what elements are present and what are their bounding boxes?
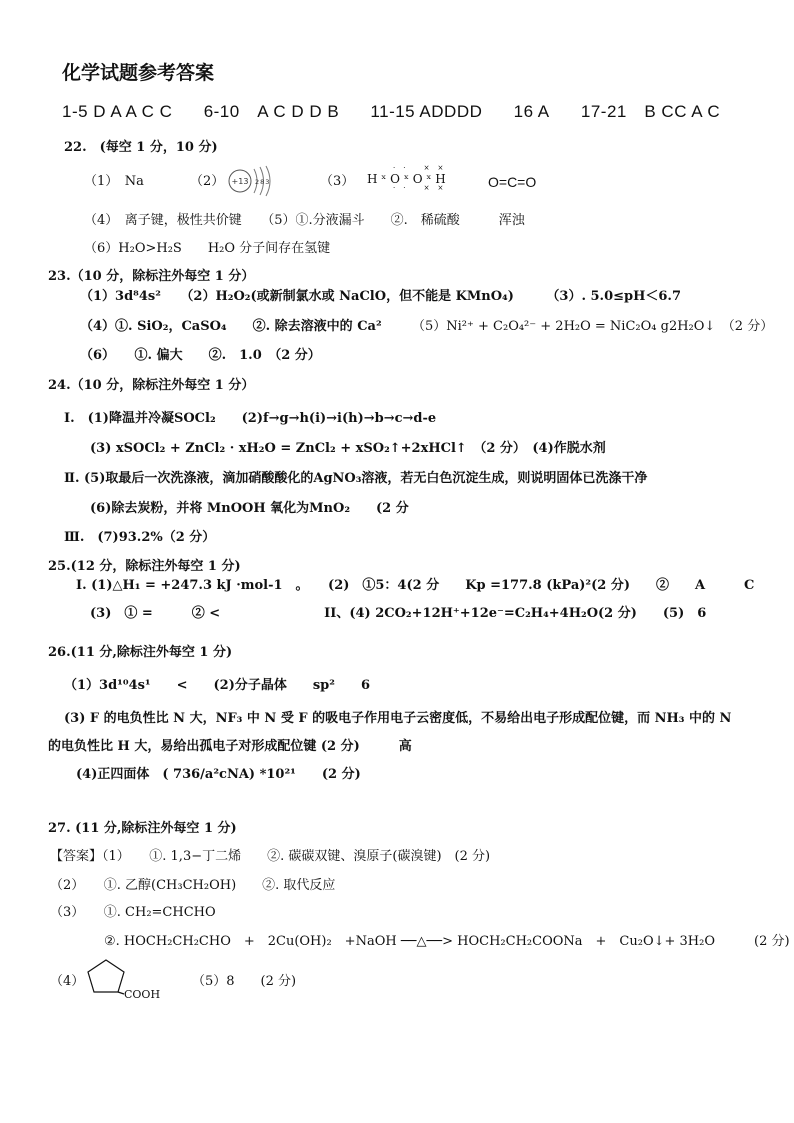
q25-line2: (3) ① = ② < II、(4) 2CO₂+12H⁺+12e⁻=C₂H₄+4H₂O(2 分) (5) 6 bbox=[90, 606, 707, 621]
q24-part2-line1: Ⅱ. (5)取最后一次洗涤液，滴加硝酸酸化的AgNO₃溶液，若无白色沉淀生成，则说明固体已洗涤干净 bbox=[64, 471, 648, 486]
q22-answer-3-label: （3） bbox=[320, 174, 355, 189]
page-title: 化学试题参考答案 bbox=[62, 62, 215, 84]
q22-answer-6: （6）H₂O>H₂S H₂O 分子间存在氢键 bbox=[84, 241, 331, 256]
q27-answer-4-label: （4） bbox=[50, 974, 85, 989]
mc-group-6-10: 6-10 A C D D B bbox=[203, 102, 340, 121]
q23-heading: 23.（10 分，除标注外每空 1 分） bbox=[48, 269, 255, 284]
q23-answer-4: （4）①. SiO₂，CaSO₄ ②. 除去溶液中的 Ca² bbox=[80, 319, 382, 334]
q25-heading: 25.(12 分，除标注外每空 1 分) bbox=[48, 559, 241, 574]
q27-answer-5: （5）8 (2 分) bbox=[192, 974, 297, 989]
mc-group-17-21: 17-21 B CC A C bbox=[580, 102, 721, 121]
q22-heading: 22. (每空 1 分，10 分) bbox=[64, 140, 218, 155]
mc-group-16: 16 A bbox=[513, 102, 550, 121]
q26-line4: (4)正四面体 ( 736/a²cNA) *10²¹ (2 分) bbox=[76, 767, 361, 782]
q25-line1: I. (1)△H₁ = +247.3 kJ ·mol-1 。 (2) ①5：4(2 分 Kp =177.8 (kPa)²(2 分) ② A C bbox=[76, 578, 755, 593]
mc-group-11-15: 11-15 ADDDD bbox=[370, 102, 483, 121]
q24-part2-line2: (6)除去炭粉，并将 MnOOH 氧化为MnO₂ (2 分 bbox=[90, 501, 409, 516]
svg-text:+13: +13 bbox=[231, 177, 249, 186]
co2-structural-formula: O=C=O bbox=[488, 174, 537, 190]
q27-heading: 27. (11 分,除标注外每空 1 分) bbox=[48, 821, 237, 836]
q27-line3: （3） ①. CH₂=CHCHO bbox=[50, 905, 216, 920]
q24-part1-line2: (3) xSOCl₂ + ZnCl₂ · xH₂O = ZnCl₂ + xSO₂↑+2xHCl↑ （2 分） (4)作脱水剂 bbox=[90, 441, 606, 456]
mc-answers bbox=[62, 103, 720, 121]
aluminum-atom-structure-icon bbox=[224, 163, 274, 199]
q24-part1-line1: Ⅰ. (1)降温并冷凝SOCl₂ (2)f→g→h(i)→i(h)→b→c→d-e bbox=[64, 411, 437, 426]
q27-line1: 【答案】（1） ①. 1,3−丁二烯 ②. 碳碳双键、溴原子(碳溴键) (2 分) bbox=[50, 849, 491, 864]
h2o2-electron-formula: ·· ×× H ˣ O ˣ O ˣ H ·· ×× bbox=[367, 164, 452, 192]
q24-heading: 24.（10 分，除标注外每空 1 分） bbox=[48, 378, 255, 393]
q27-line2: （2） ①. 乙醇(CH₃CH₂OH) ②. 取代反应 bbox=[50, 878, 336, 893]
cyclopentanecarboxylic-acid-structure-icon bbox=[84, 958, 164, 1002]
q26-line3: 的电负性比 H 大，易给出孤电子对形成配位键 (2 分) 高 bbox=[48, 739, 412, 754]
q23-answers-1-3: （1）3d⁸4s² （2）H₂O₂(或新制氯水或 NaClO，但不能是 KMnO₄) （3）. 5.0≤pH＜6.7 bbox=[80, 289, 681, 304]
q23-answer-6: （6） ①. 偏大 ②. 1.0 （2 分） bbox=[80, 348, 321, 363]
q22-answers-4-5: （4） 离子键，极性共价键 （5）①.分液漏斗 ②. 稀硫酸 浑浊 bbox=[84, 213, 525, 228]
q22-answer-2-label: （2） bbox=[190, 174, 225, 189]
q26-line1: （1）3d¹⁰4s¹ < (2)分子晶体 sp² 6 bbox=[64, 678, 371, 693]
q27-line4: ②. HOCH₂CH₂CHO + 2Cu(OH)₂ +NaOH ──△──> HOCH₂CH₂COONa + Cu₂O↓+ 3H₂O (2 分) bbox=[104, 934, 790, 949]
q23-answer-5: （5）Ni²⁺ + C₂O₄²⁻ + 2H₂O = NiC₂O₄ g2H₂O↓ （2 分） bbox=[412, 319, 774, 334]
q24-part3: Ⅲ. (7)93.2%（2 分） bbox=[64, 530, 216, 545]
svg-text:283: 283 bbox=[255, 178, 271, 186]
mc-group-1-5: 1-5 D A A C C bbox=[62, 102, 173, 121]
svg-text:COOH: COOH bbox=[124, 988, 161, 1001]
q26-line2: (3) F 的电负性比 N 大，NF₃ 中 N 受 F 的吸电子作用电子云密度低，不易给出电子形成配位键，而 NH₃ 中的 N bbox=[64, 711, 732, 726]
q22-answer-1: （1） Na bbox=[84, 174, 144, 189]
q26-heading: 26.(11 分,除标注外每空 1 分) bbox=[48, 645, 233, 660]
